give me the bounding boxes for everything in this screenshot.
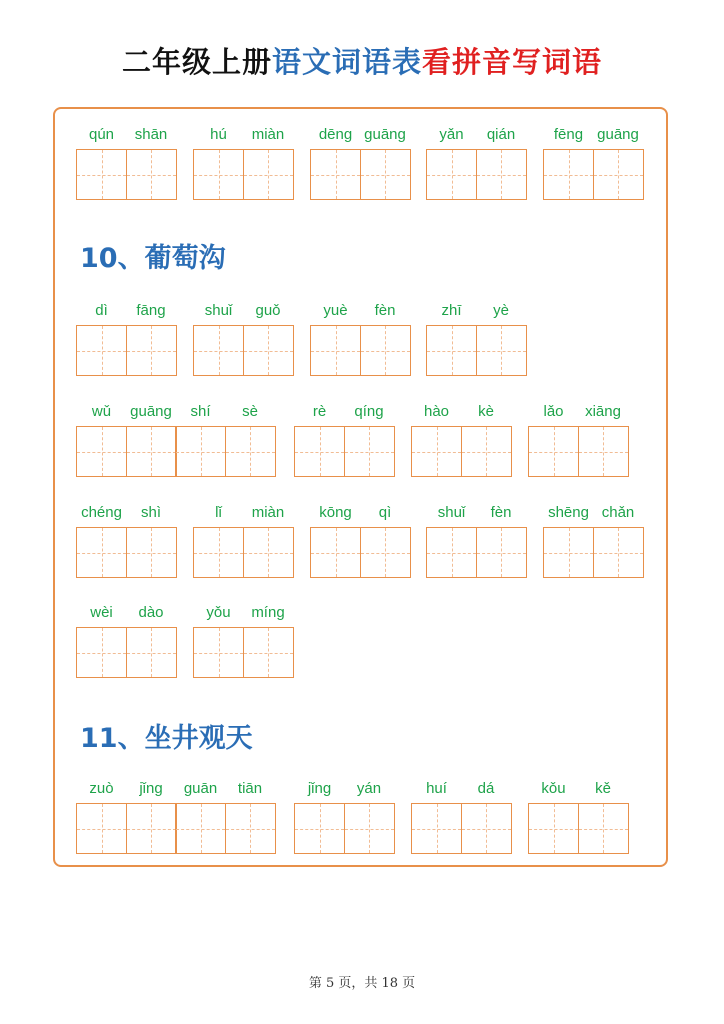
- writing-boxes: [193, 325, 294, 376]
- pinyin-label: chǎn: [601, 504, 635, 521]
- writing-cell[interactable]: [126, 426, 177, 477]
- writing-cell[interactable]: [426, 149, 477, 200]
- writing-cell[interactable]: [528, 426, 579, 477]
- word-item: [528, 402, 629, 477]
- writing-boxes: [193, 149, 294, 200]
- pinyin-row: [76, 503, 177, 527]
- writing-cell[interactable]: [175, 803, 226, 854]
- writing-cell[interactable]: [243, 325, 294, 376]
- writing-cell[interactable]: [310, 149, 361, 200]
- pinyin-label: jǐng: [139, 780, 163, 797]
- pinyin-label: shān: [134, 126, 168, 143]
- writing-cell[interactable]: [126, 803, 177, 854]
- writing-boxes: [426, 527, 527, 578]
- pinyin-row: [193, 503, 294, 527]
- pinyin-label: yǎn: [439, 126, 464, 143]
- pinyin-row: [76, 402, 276, 426]
- writing-boxes: [193, 527, 294, 578]
- pinyin-label: shí: [190, 403, 211, 420]
- pinyin-row: [426, 125, 527, 149]
- word-item: [76, 402, 276, 477]
- pinyin-label: qì: [378, 504, 392, 521]
- writing-boxes: [426, 325, 527, 376]
- writing-cell[interactable]: [528, 803, 579, 854]
- pinyin-label: dì: [95, 302, 108, 319]
- writing-boxes: [310, 325, 411, 376]
- pinyin-row: [310, 125, 411, 149]
- pinyin-row: [193, 125, 294, 149]
- lesson-heading-11: 11、坐井观天: [80, 723, 253, 754]
- writing-cell[interactable]: [294, 803, 345, 854]
- writing-boxes: [76, 426, 276, 477]
- writing-cell[interactable]: [126, 325, 177, 376]
- pinyin-label: guāng: [130, 403, 172, 420]
- pinyin-label: fāng: [136, 302, 166, 319]
- pinyin-label: fèn: [374, 302, 396, 319]
- pinyin-row: [193, 301, 294, 325]
- lesson-heading-10: 10、葡萄沟: [80, 243, 226, 274]
- word-item: [543, 503, 644, 578]
- pinyin-row: [411, 402, 512, 426]
- title-part-wordlist: 语文词语表: [271, 45, 422, 79]
- writing-boxes: [193, 627, 294, 678]
- writing-cell[interactable]: [193, 149, 244, 200]
- writing-boxes: [76, 803, 276, 854]
- pinyin-label: wèi: [90, 604, 113, 621]
- pinyin-label: fèn: [490, 504, 512, 521]
- writing-cell[interactable]: [476, 325, 527, 376]
- pinyin-label: dào: [138, 604, 164, 621]
- writing-boxes: [528, 426, 629, 477]
- pinyin-label: qún: [88, 126, 115, 143]
- writing-boxes: [76, 325, 177, 376]
- pinyin-row: [528, 779, 629, 803]
- pinyin-label: tiān: [237, 780, 263, 797]
- word-item: [528, 779, 629, 854]
- pinyin-row: [310, 503, 411, 527]
- writing-cell[interactable]: [411, 803, 462, 854]
- writing-cell[interactable]: [193, 627, 244, 678]
- writing-boxes: [310, 149, 411, 200]
- writing-cell[interactable]: [225, 426, 276, 477]
- writing-boxes: [411, 803, 512, 854]
- pinyin-label: rè: [312, 403, 327, 420]
- writing-boxes: [294, 426, 395, 477]
- writing-cell[interactable]: [344, 426, 395, 477]
- pinyin-row: [543, 503, 644, 527]
- pinyin-label: hào: [423, 403, 450, 420]
- writing-cell[interactable]: [426, 527, 477, 578]
- word-item: [310, 125, 411, 200]
- pinyin-label: guān: [183, 780, 218, 797]
- writing-boxes: [310, 527, 411, 578]
- pinyin-label: yè: [493, 302, 509, 319]
- title-part-task: 看拼音写词语: [422, 45, 603, 79]
- writing-cell[interactable]: [76, 325, 127, 376]
- pinyin-row: [411, 779, 512, 803]
- pinyin-row: [426, 503, 527, 527]
- pinyin-row: [76, 125, 177, 149]
- word-item: [76, 503, 177, 578]
- writing-cell[interactable]: [76, 426, 127, 477]
- page-title: [0, 42, 724, 82]
- writing-cell[interactable]: [360, 527, 411, 578]
- writing-cell[interactable]: [578, 426, 629, 477]
- pinyin-label: zuò: [89, 780, 114, 797]
- word-item: [310, 503, 411, 578]
- pinyin-label: kǒu: [541, 780, 566, 797]
- pinyin-label: yǒu: [206, 604, 231, 621]
- writing-cell[interactable]: [426, 325, 477, 376]
- pinyin-label: dēng: [318, 126, 353, 143]
- word-item: [193, 603, 294, 678]
- writing-cell[interactable]: [310, 325, 361, 376]
- word-item: [76, 125, 177, 200]
- pinyin-label: miàn: [251, 504, 285, 521]
- writing-boxes: [528, 803, 629, 854]
- writing-cell[interactable]: [126, 527, 177, 578]
- writing-cell[interactable]: [126, 627, 177, 678]
- writing-cell[interactable]: [578, 803, 629, 854]
- writing-cell[interactable]: [360, 149, 411, 200]
- word-item: [543, 125, 644, 200]
- pinyin-label: lǎo: [543, 403, 564, 420]
- word-item: [310, 301, 411, 376]
- pinyin-label: kè: [478, 403, 494, 420]
- writing-cell[interactable]: [476, 149, 527, 200]
- writing-cell[interactable]: [243, 527, 294, 578]
- pinyin-label: guǒ: [255, 302, 281, 319]
- writing-cell[interactable]: [360, 325, 411, 376]
- pinyin-label: fēng: [553, 126, 584, 143]
- writing-cell[interactable]: [593, 149, 644, 200]
- writing-boxes: [76, 527, 177, 578]
- pinyin-label: wǔ: [91, 403, 112, 420]
- word-item: [294, 402, 395, 477]
- pinyin-label: miàn: [251, 126, 285, 143]
- pinyin-row: [310, 301, 411, 325]
- title-part-grade: 二年级上册: [121, 45, 272, 79]
- word-item: [193, 125, 294, 200]
- pinyin-label: chéng: [81, 504, 122, 521]
- writing-boxes: [76, 149, 177, 200]
- pinyin-label: lǐ: [215, 504, 222, 521]
- pinyin-label: yán: [356, 780, 382, 797]
- writing-cell[interactable]: [461, 426, 512, 477]
- pinyin-row: [76, 779, 276, 803]
- pinyin-label: míng: [251, 604, 285, 621]
- word-item: [76, 603, 177, 678]
- word-item: [411, 779, 512, 854]
- writing-cell[interactable]: [310, 527, 361, 578]
- writing-cell[interactable]: [294, 426, 345, 477]
- writing-cell[interactable]: [344, 803, 395, 854]
- pinyin-label: qíng: [354, 403, 384, 420]
- pinyin-label: sè: [242, 403, 258, 420]
- writing-boxes: [543, 527, 644, 578]
- writing-boxes: [76, 627, 177, 678]
- writing-cell[interactable]: [543, 149, 594, 200]
- pinyin-label: yuè: [323, 302, 348, 319]
- word-item: [193, 503, 294, 578]
- pinyin-row: [76, 603, 177, 627]
- writing-cell[interactable]: [243, 149, 294, 200]
- page-footer: 第 5 页，共 18 页: [308, 976, 416, 991]
- writing-cell[interactable]: [225, 803, 276, 854]
- writing-cell[interactable]: [543, 527, 594, 578]
- writing-cell[interactable]: [76, 803, 127, 854]
- word-item: [76, 779, 276, 854]
- pinyin-label: shì: [140, 504, 161, 521]
- word-item: [193, 301, 294, 376]
- writing-cell[interactable]: [175, 426, 226, 477]
- pinyin-row: [193, 603, 294, 627]
- writing-cell[interactable]: [476, 527, 527, 578]
- writing-boxes: [411, 426, 512, 477]
- writing-boxes: [543, 149, 644, 200]
- pinyin-row: [76, 301, 177, 325]
- writing-boxes: [426, 149, 527, 200]
- writing-cell[interactable]: [76, 149, 127, 200]
- writing-cell[interactable]: [461, 803, 512, 854]
- writing-cell[interactable]: [193, 527, 244, 578]
- pinyin-label: dá: [477, 780, 495, 797]
- word-item: [294, 779, 395, 854]
- pinyin-row: [543, 125, 644, 149]
- pinyin-label: jǐng: [307, 780, 332, 797]
- word-item: [411, 402, 512, 477]
- word-item: [426, 503, 527, 578]
- pinyin-label: guāng: [597, 126, 639, 143]
- pinyin-label: shuǐ: [437, 504, 466, 521]
- writing-cell[interactable]: [126, 149, 177, 200]
- writing-boxes: [294, 803, 395, 854]
- writing-cell[interactable]: [76, 627, 127, 678]
- word-item: [76, 301, 177, 376]
- writing-cell[interactable]: [411, 426, 462, 477]
- pinyin-label: zhī: [441, 302, 462, 319]
- pinyin-label: hú: [210, 126, 227, 143]
- writing-cell[interactable]: [243, 627, 294, 678]
- pinyin-row: [294, 779, 395, 803]
- pinyin-row: [528, 402, 629, 426]
- pinyin-label: kě: [595, 780, 611, 797]
- word-item: [426, 125, 527, 200]
- pinyin-label: guāng: [364, 126, 406, 143]
- pinyin-label: shēng: [548, 504, 589, 521]
- pinyin-label: huí: [426, 780, 447, 797]
- word-item: [426, 301, 527, 376]
- pinyin-row: [294, 402, 395, 426]
- writing-cell[interactable]: [193, 325, 244, 376]
- writing-cell[interactable]: [76, 527, 127, 578]
- pinyin-row: [426, 301, 527, 325]
- pinyin-label: kōng: [319, 504, 352, 521]
- pinyin-label: shuǐ: [204, 302, 233, 319]
- pinyin-label: xiāng: [585, 403, 621, 420]
- writing-cell[interactable]: [593, 527, 644, 578]
- pinyin-label: qián: [486, 126, 516, 143]
